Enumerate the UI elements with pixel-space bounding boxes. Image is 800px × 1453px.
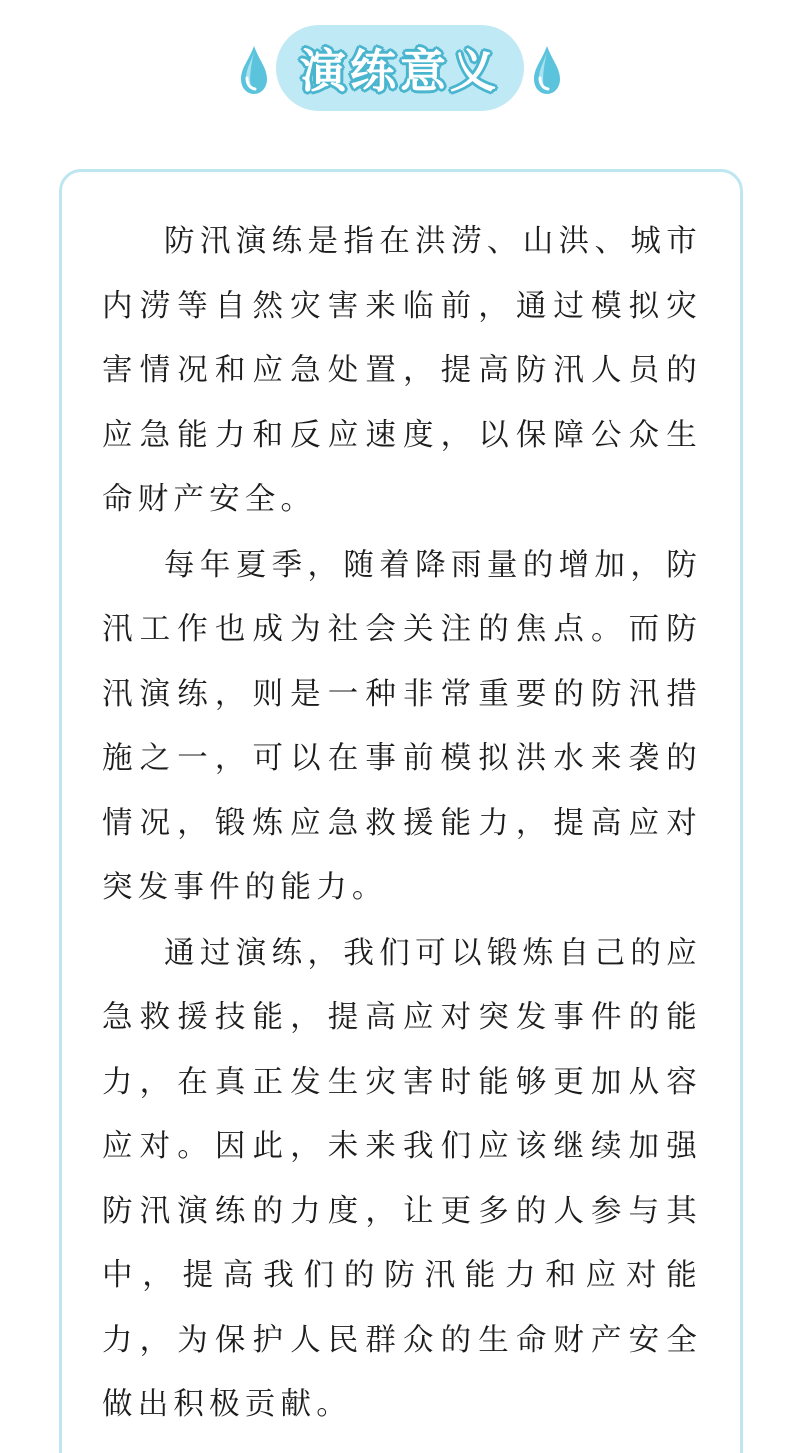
paragraph: 防汛演练是指在洪涝、山洪、城市内涝等自然灾害来临前，通过模拟灾害情况和应急处置，提高防汛人员的应急能力和反应速度，以保障公众生命财产安全。 — [102, 224, 702, 517]
section-header — [0, 24, 800, 116]
paragraph: 通过演练，我们可以锻炼自己的应急救援技能，提高应对突发事件的能力，在真正发生灾害时能够更加从容应对。因此，未来我们应该继续加强防汛演练的力度，让更多的人参与其中，提高我们的防汛能力和应对能力，为保护人民群众的生命财产安全做出积极贡献。 — [102, 935, 702, 1422]
section-title-pill — [276, 25, 524, 111]
paragraph: 每年夏季，随着降雨量的增加，防汛工作也成为社会关注的焦点。而防汛演练，则是一种非常重要的防汛措施之一，可以在事前模拟洪水来袭的情况，锻炼应急救援能力，提高应对突发事件的能力。 — [102, 547, 702, 905]
water-drop-icon — [530, 44, 564, 96]
paragraph-list — [102, 210, 702, 1439]
section-title: 演练意义 — [300, 44, 500, 98]
content-box — [59, 169, 743, 1453]
water-drop-icon — [237, 44, 271, 96]
